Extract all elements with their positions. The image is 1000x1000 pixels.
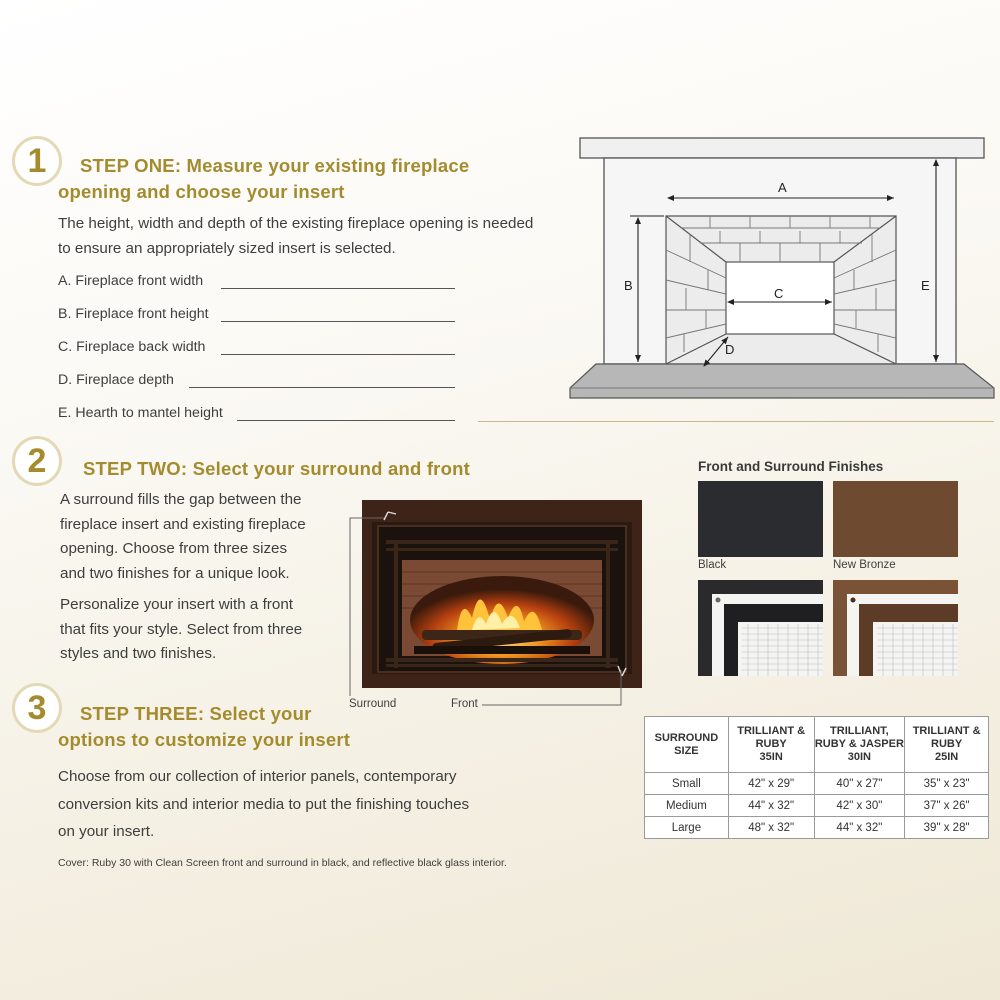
header-30in [814,717,905,773]
swatch-black-label: Black [698,559,727,571]
surround-label: Surround [349,698,397,710]
step-three-number: 3 [12,683,62,733]
step-two-p2-line-2: that fits your style. Select from three [60,620,303,638]
step-three-title-lead: STEP THREE: [80,703,205,724]
table-cell: 44" x 32" [814,817,905,839]
step-three-title [58,701,478,753]
row-size-label: Medium [645,795,729,817]
table-row [645,795,989,817]
step-one-title [58,153,528,205]
header-surround-size [645,717,729,773]
photo-callout-lines [340,500,640,715]
header-30in-line-2: RUBY & JASPER [814,738,904,750]
step-two-title-lead: STEP TWO: [83,458,188,479]
surround-size-table [644,716,989,839]
header-35in [728,717,814,773]
finishes-heading: Front and Surround Finishes [698,459,884,474]
mantel-shape [580,138,984,158]
step-two-title [83,456,513,482]
hearth-shape [570,364,994,398]
header-35in-line-1: TRILLIANT & [737,725,806,737]
dimension-b-label: B [624,278,633,293]
swatch-black [698,481,823,557]
step-two-p2-line-1: Personalize your insert with a front [60,596,293,613]
table-cell: 35" x 23" [905,773,989,795]
table-cell: 48" x 32" [728,817,814,839]
step-two-paragraph-2 [60,593,350,667]
cover-note: Cover: Ruby 30 with Clean Screen front and surround in black, and reflective black glass interior. [58,857,507,869]
step-two-p2-line-3: styles and two finishes. [60,645,217,662]
table-cell: 37" x 26" [905,795,989,817]
header-30in-line-3: 30IN [847,751,871,763]
header-25in-line-2: RUBY [931,738,963,750]
field-front-height-label: B. Fireplace front height [58,306,209,322]
front-label: Front [451,698,478,710]
step-two-title-rest: Select your surround and front [187,458,470,479]
row-size-label: Large [645,817,729,839]
dimension-d-label: D [725,342,735,357]
field-back-width-label: C. Fireplace back width [58,339,206,355]
header-surround-size-line-1: SURROUND [654,731,719,744]
dimension-a-label: A [778,180,787,195]
step-one-number: 1 [12,136,62,186]
header-30in-line-1: TRILLIANT, [830,725,889,737]
step-two-paragraph-1 [60,488,350,586]
step-two-number: 2 [12,436,62,486]
step-two-p1-line-4: and two finishes for a unique look. [60,564,290,582]
step-three-line-2: conversion kits and interior media to put the finishing touches [58,795,470,813]
dimension-e-label: E [921,278,930,293]
field-back-width-line[interactable] [221,354,455,355]
header-surround-size-line-2: SIZE [674,744,699,757]
black-finish-detail [698,580,823,676]
field-front-width-line[interactable] [221,288,455,289]
step-three-line-1: Choose from our collection of interior panels, contemporary [58,768,457,785]
header-35in-line-2: RUBY [755,738,787,750]
step-three-title-rest-1: Select your [204,703,312,724]
header-25in [905,717,989,773]
step-one-description [58,212,578,261]
dimension-c-label: C [774,286,784,301]
table-row [645,773,989,795]
table-cell: 40" x 27" [814,773,905,795]
field-front-width-label: A. Fireplace front width [58,273,204,289]
header-35in-line-3: 35IN [759,751,783,763]
table-cell: 39" x 28" [905,817,989,839]
field-depth-label: D. Fireplace depth [58,372,174,388]
table-row [645,817,989,839]
step-two-p1-line-3: opening. Choose from three sizes [60,540,288,557]
step-one-title-rest-1: Measure your existing fireplace [181,155,470,176]
step-one-description-line-2: to ensure an appropriately sized insert is selected. [58,239,396,257]
row-size-label: Small [645,773,729,795]
field-depth-line[interactable] [189,387,455,388]
table-cell: 44" x 32" [728,795,814,817]
table-cell: 42" x 29" [728,773,814,795]
step-three-description [58,763,558,846]
step-three-line-3: on your insert. [58,823,155,840]
field-front-height-line[interactable] [221,321,455,322]
step-one-title-rest-2: opening and choose your insert [58,181,345,202]
header-25in-line-3: 25IN [934,751,959,763]
section-divider [478,421,994,422]
header-25in-line-1: TRILLIANT & [912,725,981,737]
step-two-p1-line-1: A surround fills the gap between the [60,491,302,508]
step-two-p1-line-2: fireplace insert and existing fireplace [60,515,306,533]
table-cell: 42" x 30" [814,795,905,817]
bronze-finish-detail [833,580,958,676]
field-mantel-height-label: E. Hearth to mantel height [58,405,223,421]
swatch-new-bronze [833,481,958,557]
step-one-title-lead: STEP ONE: [80,155,182,176]
field-mantel-height-line[interactable] [237,420,455,421]
fireplace-diagram [560,130,1000,405]
step-three-title-rest-2: options to customize your insert [58,729,351,750]
step-one-description-line-1: The height, width and depth of the existing fireplace opening is needed [58,215,534,232]
swatch-bronze-label: New Bronze [833,559,896,571]
